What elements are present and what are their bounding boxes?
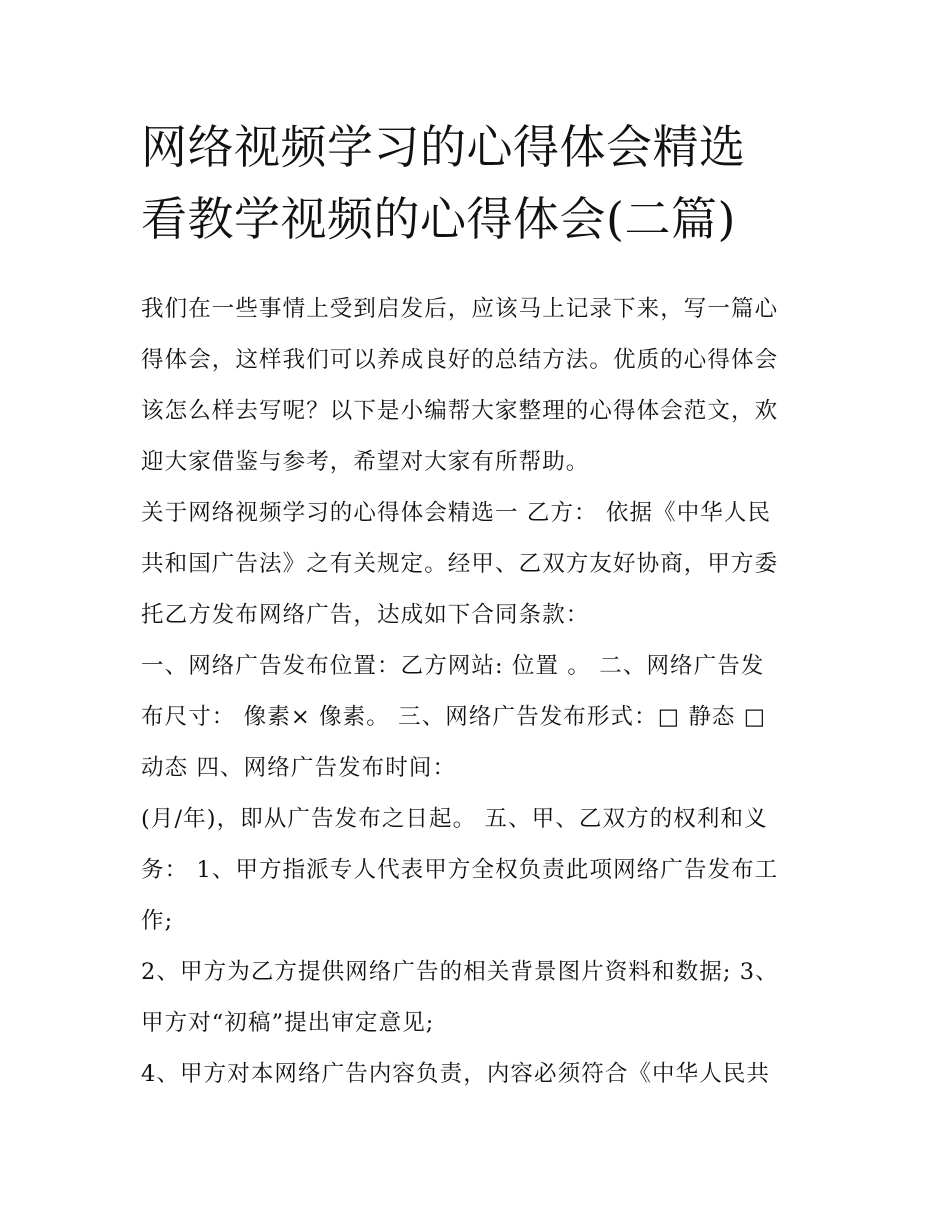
- paragraph-line: 务： 1、甲方指派专人代表甲方全权负责此项网络广告发布工: [141, 857, 779, 883]
- content-responsibility-paragraph: [141, 1049, 817, 1100]
- paragraph-line: 托乙方发布网络广告，达成如下合同条款：: [141, 602, 590, 628]
- paragraph-line: 得体会，这样我们可以养成良好的总结方法。优质的心得体会: [141, 347, 779, 373]
- paragraph-line: 该怎么样去写呢？以下是小编帮大家整理的心得体会范文，欢: [141, 398, 779, 424]
- paragraph-line: 布尺寸： 像素× 像素。 三、网络广告发布形式：□ 静态 □: [141, 704, 767, 730]
- paragraph-line: 迎大家借鉴与参考，希望对大家有所帮助。: [141, 449, 590, 475]
- title-line-1: 网络视频学习的心得体会精选: [141, 120, 746, 174]
- paragraph-line: 关于网络视频学习的心得体会精选一 乙方： 依据《中华人民: [141, 500, 772, 526]
- paragraph-line: (月/年)，即从广告发布之日起。 五、甲、乙双方的权利和义: [141, 806, 768, 832]
- materials-paragraph: [141, 947, 817, 1049]
- paragraph-line: 动态 四、网络广告发布时间：: [141, 755, 457, 781]
- intro-paragraph: [141, 284, 817, 488]
- paragraph-line: 2、甲方为乙方提供网络广告的相关背景图片资料和数据; 3、: [141, 959, 779, 985]
- paragraph-line: 作;: [141, 908, 174, 934]
- document-body: [141, 284, 817, 1100]
- ad-terms-paragraph: [141, 641, 817, 794]
- paragraph-line: 4、甲方对本网络广告内容负责，内容必须符合《中华人民共: [141, 1061, 771, 1087]
- paragraph-line: 甲方对“初稿”提出审定意见;: [141, 1010, 435, 1036]
- title-line-2: 看教学视频的心得体会(二篇): [141, 192, 736, 246]
- document-content: [141, 111, 817, 1100]
- paragraph-line: 共和国广告法》之有关规定。经甲、乙双方友好协商，甲方委: [141, 551, 779, 577]
- section-one-paragraph: [141, 488, 817, 641]
- rights-paragraph: [141, 794, 817, 947]
- paragraph-line: 我们在一些事情上受到启发后，应该马上记录下来，写一篇心: [141, 296, 779, 322]
- paragraph-line: 一、网络广告发布位置：乙方网站: 位置 。 二、网络广告发: [141, 653, 765, 679]
- document-title: [141, 111, 817, 255]
